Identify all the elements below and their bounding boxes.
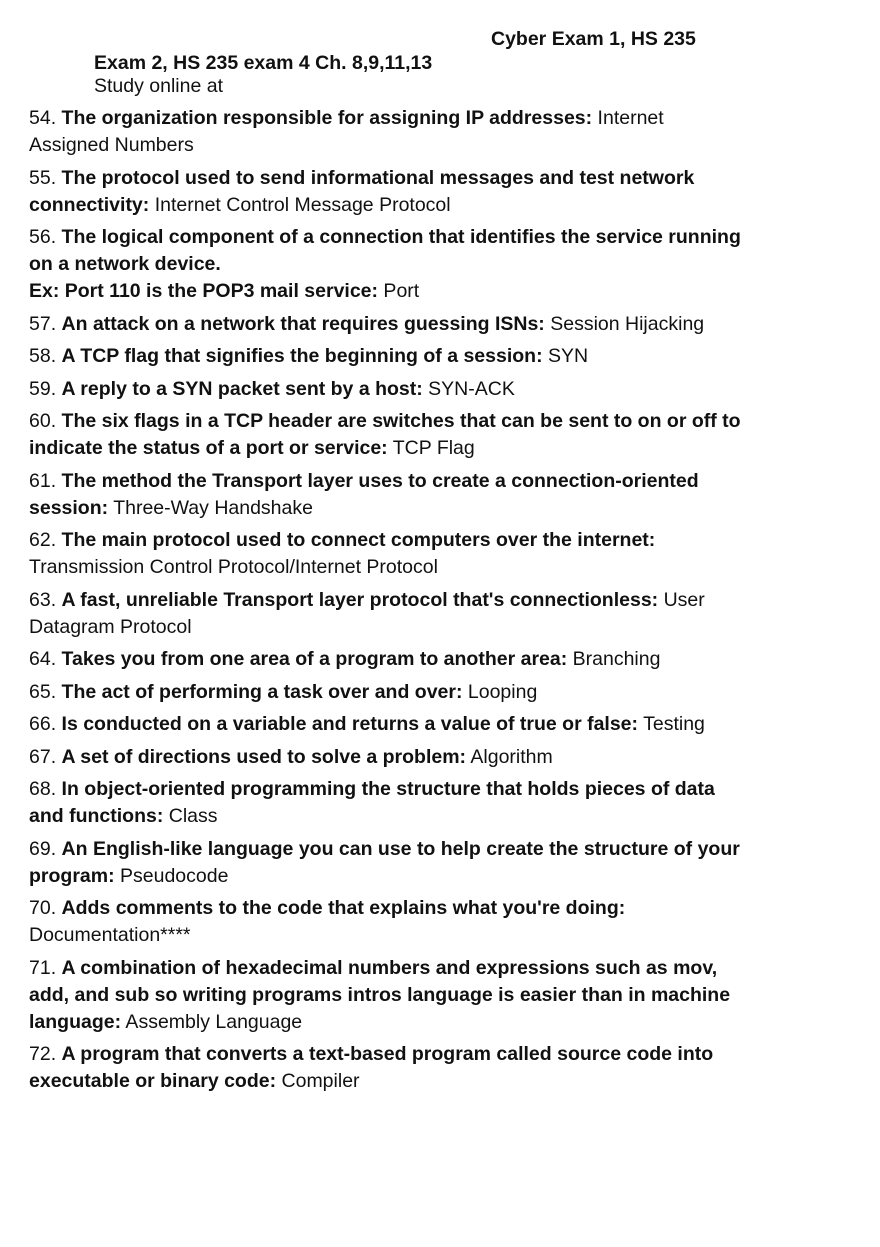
qa-item-68 — [29, 776, 741, 830]
qa-item-63 — [29, 587, 741, 641]
study-online-text: Study online at — [94, 75, 224, 97]
qa-item-70 — [29, 895, 741, 949]
answer: Looping — [462, 680, 538, 703]
item-number: 54. — [29, 107, 62, 129]
item-number: 64. — [29, 648, 62, 670]
answer: Internet Control Message Protocol — [149, 193, 451, 216]
item-number: 71. — [29, 956, 62, 979]
qa-item-72 — [29, 1041, 741, 1095]
qa-item-56 — [29, 224, 741, 305]
item-number: 69. — [29, 837, 62, 860]
question: A combination of hexadecimal numbers and expressions such as mov, add, and sub so writing programs intros language is easier than in machine language: — [29, 956, 731, 1033]
question: The logical component of a connection that identifies the service running on a network device. — [29, 226, 741, 275]
answer: Transmission Control Protocol/Internet Protocol — [29, 556, 438, 578]
answer: Class — [163, 805, 218, 827]
question: Adds comments to the code that explains what you're doing: — [61, 897, 626, 919]
answer: Assembly Language — [121, 1010, 303, 1033]
qa-item-59 — [29, 376, 741, 403]
answer: User Datagram Protocol — [29, 588, 705, 638]
answer: TCP Flag — [387, 437, 475, 459]
item-number: 72. — [29, 1043, 62, 1065]
question: A program that converts a text-based program called source code into executable or binary code: — [29, 1043, 714, 1092]
item-number: 68. — [29, 778, 62, 800]
question: The protocol used to send informational messages and test network connectivity: — [29, 166, 695, 216]
answer: Pseudocode — [114, 864, 229, 887]
answer: Documentation**** — [29, 924, 191, 946]
document-title: Cyber Exam 1, HS 235 — [491, 28, 696, 50]
question: A TCP flag that signifies the beginning of a session: — [61, 345, 543, 367]
question: Is conducted on a variable and returns a value of true or false: — [61, 713, 639, 735]
item-number: 67. — [29, 745, 62, 768]
question: The six flags in a TCP header are switches that can be sent to on or off to indicate the status of a port or service: — [29, 410, 741, 459]
question: An attack on a network that requires guessing ISNs: — [61, 312, 545, 335]
qa-item-60 — [29, 408, 741, 462]
qa-item-57 — [29, 311, 741, 338]
item-number: 65. — [29, 680, 62, 703]
item-number: 56. — [29, 226, 62, 248]
qa-item-58 — [29, 343, 741, 370]
answer: Internet Assigned Numbers — [29, 107, 664, 156]
question: The act of performing a task over and over: — [61, 680, 463, 703]
document-subtitle: Exam 2, HS 235 exam 4 Ch. 8,9,11,13 — [94, 52, 433, 74]
question: Takes you from one area of a program to another area: — [61, 648, 568, 670]
item-number: 63. — [29, 588, 62, 611]
question: The main protocol used to connect computers over the internet: — [61, 529, 656, 551]
question: A fast, unreliable Transport layer protocol that's connectionless: — [61, 588, 659, 611]
answer: SYN — [542, 345, 589, 367]
answer: Three-Way Handshake — [108, 496, 313, 519]
question: The organization responsible for assigning IP addresses: — [61, 107, 593, 129]
question: In object-oriented programming the structure that holds pieces of data and functions: — [29, 778, 715, 827]
qa-item-65 — [29, 679, 741, 706]
qa-item-54 — [29, 105, 741, 159]
item-number: 61. — [29, 469, 62, 492]
answer: Algorithm — [466, 745, 553, 768]
qa-item-66 — [29, 711, 741, 738]
answer: SYN-ACK — [422, 377, 515, 400]
question: A reply to a SYN packet sent by a host: — [61, 377, 423, 400]
item-number: 58. — [29, 345, 62, 367]
answer: Compiler — [276, 1070, 360, 1092]
qa-list — [29, 105, 741, 1101]
qa-item-55 — [29, 165, 741, 219]
question: An English-like language you can use to help create the structure of your program: — [29, 837, 740, 887]
qa-item-67 — [29, 744, 741, 771]
item-number: 57. — [29, 312, 62, 335]
qa-item-64 — [29, 646, 741, 673]
question-example: Ex: Port 110 is the POP3 mail service: — [29, 280, 379, 302]
question: The method the Transport layer uses to create a connection-oriented session: — [29, 469, 699, 519]
item-number: 55. — [29, 166, 62, 189]
item-number: 60. — [29, 410, 62, 432]
question: A set of directions used to solve a problem: — [61, 745, 467, 768]
qa-item-61 — [29, 468, 741, 522]
item-number: 70. — [29, 897, 62, 919]
qa-item-71 — [29, 955, 741, 1036]
answer: Branching — [567, 648, 661, 670]
item-number: 62. — [29, 529, 62, 551]
item-number: 66. — [29, 713, 62, 735]
answer: Port — [378, 280, 420, 302]
item-number: 59. — [29, 377, 62, 400]
qa-item-62 — [29, 527, 741, 581]
answer: Testing — [638, 713, 705, 735]
qa-item-69 — [29, 836, 741, 890]
answer: Session Hijacking — [544, 312, 705, 335]
